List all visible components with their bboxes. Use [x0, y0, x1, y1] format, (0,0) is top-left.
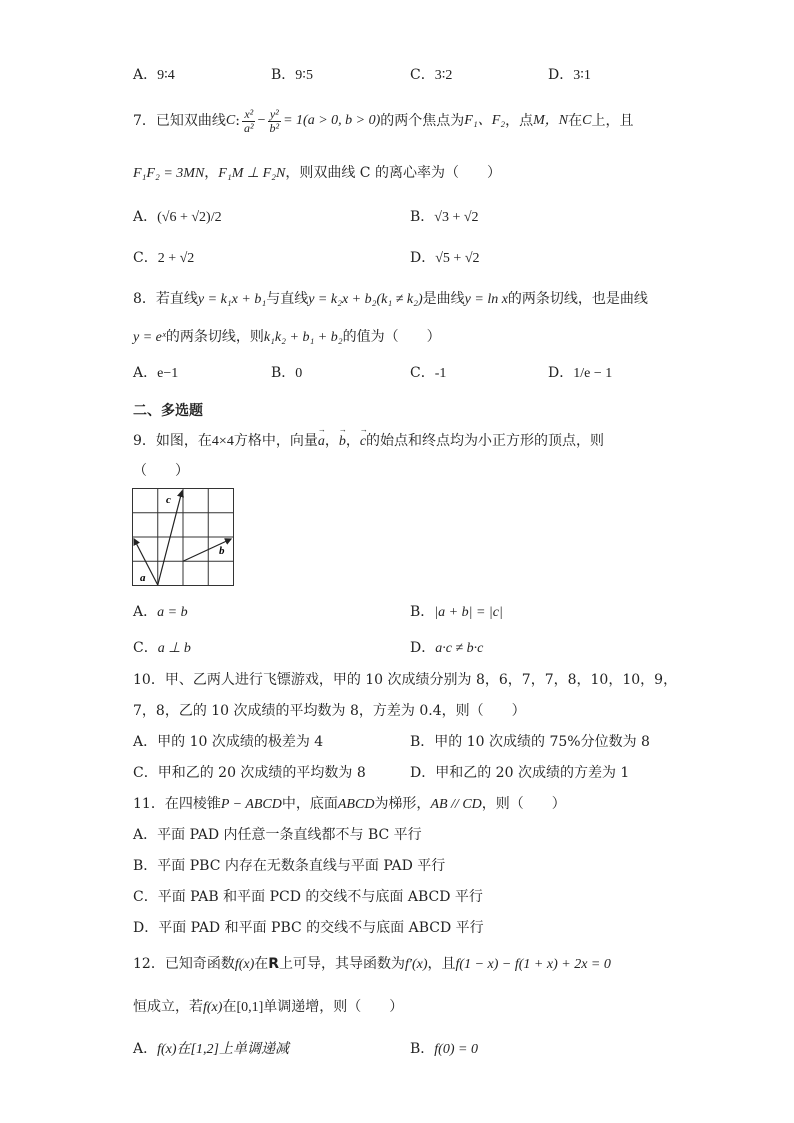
option-key: C — [133, 765, 144, 781]
q7-stem-text: 在 — [568, 113, 583, 130]
q11-text: 为梯形， — [374, 796, 431, 812]
option-key: D — [410, 765, 422, 781]
q8-option-a: A．e−1 — [133, 365, 179, 381]
option-text: 平面 PAD 内任意一条直线都不与 BC 平行 — [157, 827, 422, 843]
q6-option-b: B．9∶5 — [271, 67, 313, 83]
option-text: a = b — [157, 605, 188, 620]
question-number: 9． — [133, 433, 156, 449]
vector-a-arrow — [134, 539, 158, 585]
q7-stem-line1: 7． 已知双曲线 C : $\frac{\text{x²}}{\text{a²}}$ − $\frac{\text{y²}}{\text{b²}}$ = 1(a > 0, b > 0) 的两个焦点为 F₁、F₂ ，点 M，N 在 C 上，且 — [133, 107, 634, 135]
curve-name: C — [225, 113, 236, 129]
option-text: 3∶1 — [573, 68, 591, 83]
q8-option-c: C．-1 — [410, 365, 447, 381]
q7-option-b: B．√3 + √2 — [410, 209, 479, 225]
option-text: -1 — [434, 366, 447, 381]
q10-option-b: B．甲的 10 次成绩的 75%分位数为 8 — [410, 734, 650, 750]
q9-text: 方格中，向量 — [233, 433, 318, 449]
q8-text: 与直线 — [266, 291, 309, 307]
q6-option-c: C．3∶2 — [410, 67, 453, 83]
q9-stem-line1: 9．如图，在4×4方格中，向量→ a，→ b，→ c的始点和终点均为小正方形的顶点，则 — [133, 434, 604, 449]
q6-option-a: A．9∶4 — [133, 67, 175, 83]
q9-option-c: C．a ⊥ b — [133, 640, 191, 656]
option-key: B — [271, 67, 282, 83]
q12-option-a: A．f(x)在[1,2]上单调递减 — [133, 1041, 289, 1057]
vector-c: → c — [360, 435, 366, 449]
q11-stem — [133, 797, 566, 812]
option-key: A — [133, 734, 144, 750]
vector-a: → a — [318, 435, 325, 449]
q9-stem-line2: （ ） — [133, 463, 189, 479]
option-key: A — [133, 209, 144, 225]
option-key: C — [133, 640, 144, 656]
option-text: a ⊥ b — [157, 641, 191, 656]
q12-text: 单调递增，则（ ） — [263, 999, 404, 1015]
points: M，N — [533, 113, 569, 129]
option-text: √3 + √2 — [434, 210, 479, 225]
q8-text: 若直线 — [155, 291, 198, 307]
q8-text: 的值为（ ） — [342, 329, 441, 345]
q11-option-c: C．平面 PAB 和平面 PCD 的交线不与底面 ABCD 平行 — [133, 889, 483, 905]
option-key: B — [410, 209, 421, 225]
option-text: f(0) = 0 — [434, 1042, 478, 1057]
question-number: 10． — [133, 672, 165, 688]
function: f(x) — [203, 1000, 223, 1015]
q7-stem-text: ，点 — [505, 113, 534, 130]
option-text: 1/e − 1 — [573, 366, 613, 381]
function-equation: f(1 − x) − f(1 + x) + 2x = 0 — [455, 957, 611, 972]
option-key: D — [410, 640, 422, 656]
q10-text: 甲、乙两人进行飞镖游戏，甲的 10 次成绩分别为 8，6，7，7，8，10，10，9， — [164, 672, 678, 688]
q10-stem-line2: 7，8，乙的 10 次成绩的平均数为 8，方差为 0.4，则（ ） — [133, 703, 526, 719]
option-text: f(x)在[1,2]上单调递减 — [157, 1042, 289, 1057]
option-key: D — [548, 365, 560, 381]
q9-text: 如图，在 — [155, 433, 212, 449]
option-key: D — [410, 250, 422, 266]
q7-option-c: C．2 + √2 — [133, 250, 195, 266]
option-text: |a + b| = |c| — [434, 605, 503, 620]
q7-stem-text: 已知双曲线 — [155, 113, 226, 130]
q12-text: 恒成立，若 — [133, 999, 203, 1015]
option-key: C — [410, 365, 421, 381]
q9-option-b: B．|a + b| = |c| — [410, 604, 503, 620]
q12-text: 在 — [222, 999, 237, 1015]
option-key: B — [410, 734, 421, 750]
q12-option-b: B．f(0) = 0 — [410, 1041, 478, 1057]
option-key: A — [133, 1041, 144, 1057]
option-key: C — [410, 67, 421, 83]
q8-stem-line1 — [133, 292, 648, 307]
parallel-condition: AB // CD — [430, 797, 482, 812]
option-text: 9∶5 — [295, 68, 313, 83]
foci: F₁、F₂ — [464, 113, 506, 129]
vector-condition-1: F₁F₂ = 3MN — [133, 166, 205, 181]
pyramid-name: P − ABCD — [220, 797, 282, 812]
q8-option-b: B．0 — [271, 365, 303, 381]
option-key: B — [271, 365, 282, 381]
option-key: D — [133, 920, 145, 936]
vector-b: → b — [339, 435, 346, 449]
line-equation-2: y = k₂x + b₂(k₁ ≠ k₂) — [308, 292, 423, 307]
curve-equation: y = eˣ — [133, 330, 166, 345]
q7-stem-text: 上，且 — [591, 113, 634, 130]
q7-option-d: D．√5 + √2 — [410, 250, 480, 266]
separator: ， — [204, 165, 219, 181]
option-text: 平面 PAB 和平面 PCD 的交线不与底面 ABCD 平行 — [157, 889, 483, 905]
curve-name: C — [582, 113, 592, 129]
option-key: B — [410, 1041, 421, 1057]
equation-rhs: = 1(a > 0, b > 0) — [283, 113, 381, 129]
q11-option-b: B．平面 PBC 内存在无数条直线与平面 PAD 平行 — [133, 858, 446, 874]
q7-stem-text: 的两个焦点为 — [380, 113, 465, 130]
question-number: 11． — [133, 796, 165, 812]
q12-text: 上可导，其导函数为 — [279, 956, 406, 972]
fraction-x: $\frac{\text{x²}}{\text{a²}}$ — [243, 107, 254, 135]
option-text: 9∶4 — [157, 68, 175, 83]
figure-label-c: c — [166, 494, 171, 506]
option-key: B — [133, 858, 144, 874]
q11-text: ，则（ ） — [481, 796, 566, 812]
q10-option-c: C．甲和乙的 20 次成绩的平均数为 8 — [133, 765, 366, 781]
q11-option-d: D．平面 PAD 和平面 PBC 的交线不与底面 ABCD 平行 — [133, 920, 484, 936]
q7-stem-line2 — [133, 166, 501, 181]
option-key: A — [133, 827, 144, 843]
q12-text: ，且 — [427, 956, 456, 972]
option-key: A — [133, 365, 144, 381]
option-text: 平面 PBC 内存在无数条直线与平面 PAD 平行 — [157, 858, 446, 874]
q6-option-d: D．3∶1 — [548, 67, 591, 83]
option-key: A — [133, 604, 144, 620]
option-text: 0 — [295, 366, 303, 381]
section-title: 二、多选题 — [133, 403, 203, 419]
vector-grid-figure — [132, 488, 236, 588]
q7-option-a: A．(√6 + √2)/2 — [133, 209, 222, 225]
q12-stem-line2 — [133, 1000, 403, 1015]
fraction-y: $\frac{\text{y²}}{\text{b²}}$ — [269, 107, 280, 135]
option-text: 3∶2 — [434, 68, 453, 83]
option-key: B — [410, 604, 421, 620]
base-name: ABCD — [337, 797, 375, 812]
option-text: 甲和乙的 20 次成绩的方差为 1 — [435, 765, 630, 781]
option-text: 甲和乙的 20 次成绩的平均数为 8 — [157, 765, 366, 781]
q12-text: 在 — [254, 956, 269, 972]
option-key: C — [133, 889, 144, 905]
real-set: R — [268, 956, 280, 972]
q10-option-d: D．甲和乙的 20 次成绩的方差为 1 — [410, 765, 630, 781]
q9-option-a: A．a = b — [133, 604, 188, 620]
q12-text: 已知奇函数 — [164, 956, 235, 972]
q8-stem-line2 — [133, 330, 441, 345]
question-number: 7． — [133, 113, 156, 130]
q11-option-a: A．平面 PAD 内任意一条直线都不与 BC 平行 — [133, 827, 422, 843]
curve-equation: y = ln x — [464, 292, 508, 307]
option-text: 2 + √2 — [157, 251, 195, 266]
option-text: √5 + √2 — [435, 251, 480, 266]
q10-option-a: A．甲的 10 次成绩的极差为 4 — [133, 734, 324, 750]
vector-condition-2: F₁M ⊥ F₂N — [218, 166, 286, 181]
q9-option-d: D．a·c ≠ b·c — [410, 640, 484, 656]
option-text: a·c ≠ b·c — [435, 641, 484, 656]
q8-option-d: D．1/e − 1 — [548, 365, 613, 381]
option-text: (√6 + √2)/2 — [157, 210, 222, 225]
q11-text: 中，底面 — [281, 796, 338, 812]
q10-stem-line1 — [133, 673, 677, 687]
option-text: 平面 PAD 和平面 PBC 的交线不与底面 ABCD 平行 — [158, 920, 484, 936]
interval: [0,1] — [236, 1000, 264, 1015]
option-text: e−1 — [157, 366, 179, 381]
expression: k₁k₂ + b₁ + b₂ — [263, 330, 343, 345]
q7-question-text: ，则双曲线 C 的离心率为（ ） — [285, 165, 501, 181]
question-number: 8． — [133, 291, 156, 307]
q8-text: 的两条切线，也是曲线 — [507, 291, 648, 307]
q9-text: 的始点和终点均为小正方形的顶点，则 — [366, 433, 605, 449]
option-key: A — [133, 67, 144, 83]
q8-text: 的两条切线，则 — [165, 329, 264, 345]
line-equation-1: y = k₁x + b₁ — [197, 292, 267, 307]
option-text: 甲的 10 次成绩的极差为 4 — [157, 734, 324, 750]
figure-label-a: a — [140, 572, 146, 584]
derivative: f′(x) — [405, 957, 428, 972]
function: f(x) — [234, 957, 255, 972]
grid-size: 4×4 — [211, 434, 234, 449]
grid-lines — [133, 489, 234, 586]
option-key: D — [548, 67, 560, 83]
option-key: C — [133, 250, 144, 266]
q8-text: 是曲线 — [422, 291, 465, 307]
q12-stem-line1 — [133, 957, 611, 972]
option-text: 甲的 10 次成绩的 75%分位数为 8 — [434, 734, 650, 750]
question-number: 12． — [133, 956, 165, 972]
figure-label-b: b — [219, 545, 225, 557]
q11-text: 在四棱锥 — [164, 796, 221, 812]
